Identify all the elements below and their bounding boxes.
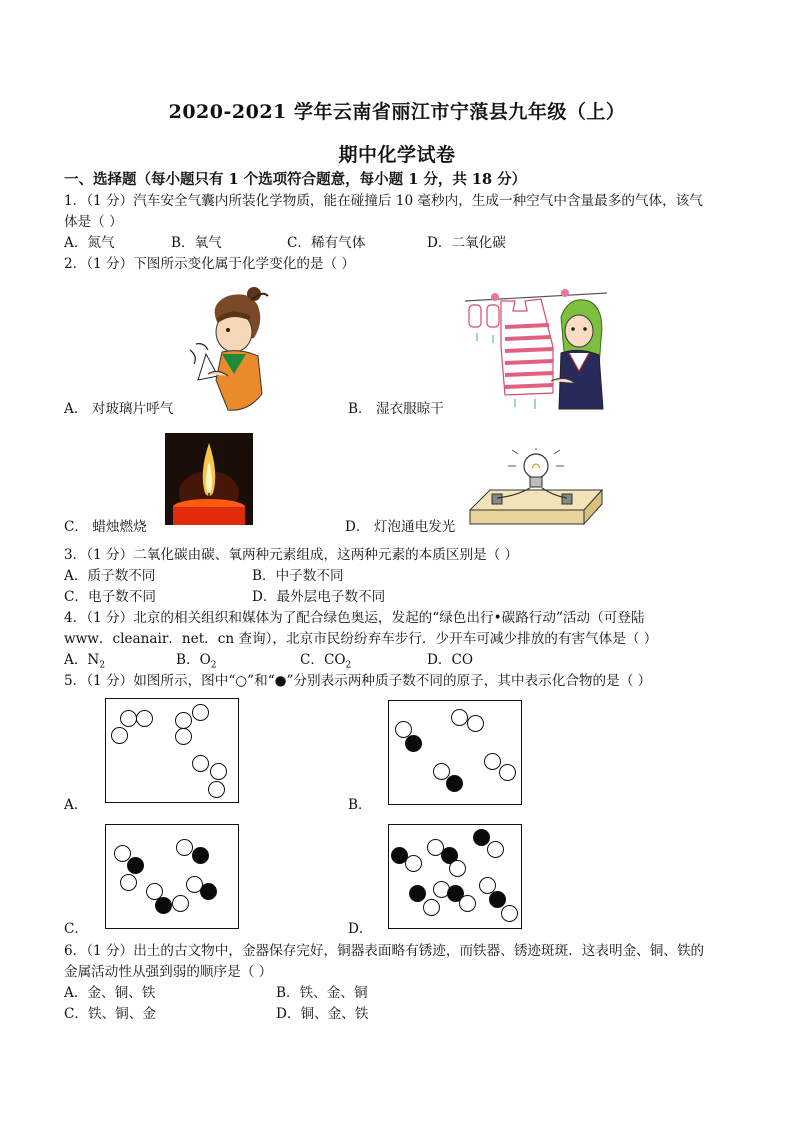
girl-breathing-on-glass-image xyxy=(188,284,274,412)
q5-diagram-a xyxy=(105,698,239,803)
white-atom xyxy=(423,899,440,916)
white-atom xyxy=(405,855,422,872)
q1-option-a: A．氮气 xyxy=(64,235,115,251)
white-atom xyxy=(176,839,193,856)
white-atom xyxy=(210,763,227,780)
q2-option-a: A． 对玻璃片呼气 xyxy=(64,401,174,417)
q1-option-d: D．二氧化碳 xyxy=(427,235,506,251)
exam-title-line1: 2020-2021 学年云南省丽江市宁蒗县九年级（上） xyxy=(168,101,626,123)
q2-option-c: C． 蜡烛燃烧 xyxy=(64,519,147,535)
white-atom xyxy=(451,709,468,726)
q5-diagram-d xyxy=(388,824,522,929)
white-atom xyxy=(501,905,518,922)
black-atom xyxy=(405,735,422,752)
q2-option-b: B． 湿衣服晾干 xyxy=(348,401,444,417)
q5-diagram-b xyxy=(388,700,522,805)
white-atom xyxy=(459,895,476,912)
q5-stem: 5．（1 分）如图所示，图中“○”和“●”分别表示两种质子数不同的原子，其中表示化合物的是（ ） xyxy=(64,673,652,689)
white-atom xyxy=(484,753,501,770)
q6-option-c: C．铁、铜、金 xyxy=(64,1006,156,1022)
q3-option-b: B．中子数不同 xyxy=(252,568,344,584)
white-atom xyxy=(120,710,137,727)
light-bulb-circuit-image xyxy=(466,448,606,528)
q6-stem-cont: 金属活动性从强到弱的顺序是（ ） xyxy=(64,964,273,980)
black-atom xyxy=(473,829,490,846)
q5-option-a: A． xyxy=(64,797,88,813)
q4-stem: 4．（1 分）北京的相关组织和媒体为了配合绿色奥运，发起的“绿色出行•碳路行动”活动（可登陆 xyxy=(64,610,645,626)
q4-option-a: A．$N_2$ xyxy=(64,652,106,671)
q3-option-a: A．质子数不同 xyxy=(64,568,156,584)
black-atom xyxy=(200,883,217,900)
white-atom xyxy=(467,715,484,732)
black-atom xyxy=(155,897,172,914)
exam-title-line2: 期中化学试卷 xyxy=(338,144,456,166)
q6-option-b: B．铁、金、铜 xyxy=(276,985,368,1001)
q6-option-a: A．金、铜、铁 xyxy=(64,985,156,1001)
q5-option-b: B． xyxy=(348,797,372,813)
q6-stem: 6．（1 分）出土的古文物中，金器保存完好，铜器表面略有锈迹，而铁器、锈迹斑斑．这表明金、铜、铁的 xyxy=(64,943,705,959)
white-atom xyxy=(192,704,209,721)
q6-option-d: D．铜、金、铁 xyxy=(276,1006,369,1022)
q5-option-d: D． xyxy=(348,921,373,937)
white-atom xyxy=(136,710,153,727)
black-atom xyxy=(409,885,426,902)
black-atom xyxy=(446,775,463,792)
white-atom xyxy=(175,728,192,745)
white-atom xyxy=(111,727,128,744)
white-atom xyxy=(208,781,225,798)
white-atom xyxy=(120,874,137,891)
q4-option-d: D．CO xyxy=(427,652,474,668)
black-atom xyxy=(489,891,506,908)
white-atom xyxy=(487,841,504,858)
burning-candle-image xyxy=(165,433,253,525)
q5-option-c: C． xyxy=(64,921,88,937)
black-atom xyxy=(127,857,144,874)
q3-stem: 3．（1 分）二氧化碳由碳、氧两种元素组成，这两种元素的本质区别是（ ） xyxy=(64,547,519,563)
q1-stem-cont: 体是（ ） xyxy=(64,214,123,230)
q2-stem: 2．（1 分）下图所示变化属于化学变化的是（ ） xyxy=(64,256,356,272)
white-atom xyxy=(192,755,209,772)
white-atom xyxy=(449,860,466,877)
white-atom xyxy=(499,764,516,781)
q4-stem-cont: www．cleanair．net．cn 查询），北京市民纷纷弃车步行．少开车可减少排放的有害气体是（ ） xyxy=(64,631,658,647)
clothes-drying-image xyxy=(465,287,607,413)
q4-option-b: B．$O_2$ xyxy=(176,652,217,671)
q3-option-c: C．电子数不同 xyxy=(64,589,156,605)
q2-option-d: D． 灯泡通电发光 xyxy=(345,519,456,535)
q4-option-c: C．$CO_2$ xyxy=(300,652,352,671)
section-heading: 一、选择题（每小题只有 1 个选项符合题意，每小题 1 分，共 18 分） xyxy=(64,171,527,188)
q1-stem: 1．（1 分）汽车安全气囊内所装化学物质，能在碰撞后 10 毫秒内，生成一种空气中含量最多的气体，该气 xyxy=(64,193,703,209)
white-atom xyxy=(175,712,192,729)
q5-diagram-c xyxy=(105,824,239,929)
q3-option-d: D．最外层电子数不同 xyxy=(252,589,386,605)
q1-option-c: C．稀有气体 xyxy=(287,235,366,251)
q1-option-b: B．氧气 xyxy=(171,235,222,251)
black-atom xyxy=(192,847,209,864)
white-atom xyxy=(172,895,189,912)
